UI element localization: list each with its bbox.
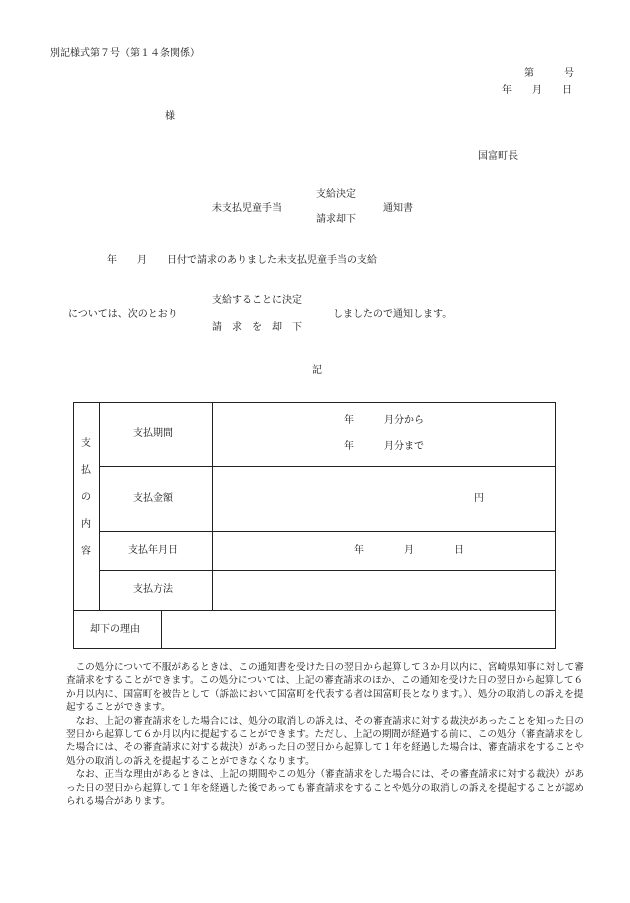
note-paragraph: なお、上記の審査請求をした場合には、処分の取消しの訴えは、その審査請求に対する裁決があったことを知った日の翌日から起算して６か月以内に提起することができます。ただし、上記の期間が経過する前に、この処分（審査請求をした場合には、その審査請求に対する裁決）があった日の翌日から起算して１年を経過した場合は、審査請求をすることや処分の取消しの訴えを提起することができなくなります。 — [66, 715, 584, 767]
amount-unit: 円 — [474, 493, 484, 504]
ki-label: 記 — [312, 365, 322, 376]
group-char-5: 容 — [81, 546, 91, 557]
form-label: 別記様式第７号（第１４条関係） — [50, 48, 200, 59]
method-label: 支払方法 — [133, 584, 173, 595]
period-label: 支払期間 — [133, 428, 173, 439]
body-line-2-suffix: しましたので通知します。 — [333, 309, 453, 320]
title-option-reject: 請求却下 — [316, 214, 356, 225]
amount-label: 支払金額 — [133, 493, 173, 504]
group-char-1: 支 — [81, 438, 91, 449]
group-char-4: 内 — [81, 519, 91, 530]
note-paragraph: なお、正当な理由があるときは、上記の期間やこの処分（審査請求をした場合には、その審査請求に対する裁決）があった日の翌日から起算して１年を経過した後であっても審査請求をすることや処分の取消しの訴えを提起することが認められる場合があります。 — [66, 769, 585, 808]
note-paragraph: この処分について不服があるときは、この通知書を受けた日の翌日から起算して３か月以内に、宮崎県知事に対して審査請求をすることができます。この処分については、上記の審査請求のほか、この通知を受けた日の翌日から起算して６か月以内に、国富町を被告として（訴訟において国富町を代表する者は国富町長となります。）、処分の取消しの訴えを提起することができます。 — [66, 662, 584, 714]
document-number: 第 号 — [524, 68, 574, 79]
title-option-decide: 支給決定 — [316, 189, 356, 200]
title-right: 通知書 — [383, 203, 413, 214]
issue-date: 年 月 日 — [502, 85, 572, 96]
body-line-1: 年 月 日付で請求のありました未支払児童手当の支給 — [107, 255, 377, 266]
addressee-suffix: 様 — [165, 111, 175, 122]
rejection-reason-label: 却下の理由 — [90, 624, 140, 635]
period-from: 年 月分から — [344, 415, 424, 426]
body-option-reject: 請 求 を 却 下 — [212, 322, 302, 333]
issuer-name: 国富町長 — [478, 151, 518, 162]
payment-date-label: 支払年月日 — [128, 545, 178, 556]
body-line-2-prefix: については、次のとおり — [68, 309, 178, 320]
group-char-2: 払 — [81, 465, 91, 476]
group-char-3: の — [81, 492, 91, 503]
period-to: 年 月分まで — [344, 441, 424, 452]
notes-block — [66, 661, 586, 808]
payment-date-value: 年 月 日 — [354, 545, 464, 556]
title-left: 未支払児童手当 — [212, 203, 282, 214]
body-option-decide: 支給することに決定 — [212, 295, 302, 306]
